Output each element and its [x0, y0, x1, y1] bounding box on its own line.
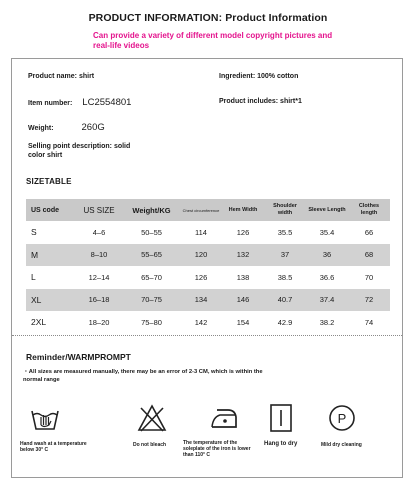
table-cell: 68: [348, 244, 390, 267]
table-row: [26, 266, 390, 289]
col-weight: Weight/KG: [123, 199, 180, 221]
table-cell: XL: [26, 289, 75, 312]
table-cell: 126: [236, 227, 250, 237]
size-table: [26, 199, 390, 334]
col-shoulder-width: Shoulder width: [264, 199, 306, 221]
table-cell: 134: [180, 289, 222, 312]
table-cell: 36.6: [319, 272, 335, 282]
table-cell: 154: [236, 317, 250, 327]
hang-dry-icon: [268, 403, 294, 433]
table-cell: 16–18: [75, 289, 123, 312]
no-bleach-icon: [136, 403, 168, 433]
care-label-iron: The temperature of the soleplate of the iron is lower than 110° C: [183, 440, 251, 458]
table-cell: 35.4: [319, 227, 335, 237]
table-cell: M: [26, 244, 75, 267]
col-hem-width: Hem Width: [222, 199, 264, 221]
table-cell: 4–6: [92, 227, 106, 237]
table-cell: 146: [222, 289, 264, 312]
table-row: [26, 311, 390, 334]
product-info-panel: [11, 58, 403, 478]
table-cell: 142: [194, 317, 208, 327]
iron-low-temp-icon: [208, 405, 240, 431]
weight-value: 260G: [81, 122, 105, 133]
table-cell: 70–75: [123, 289, 180, 312]
col-sleeve-length: Sleeve Length: [306, 199, 348, 221]
col-chest: Chest circumference: [180, 199, 222, 221]
table-cell: 132: [222, 244, 264, 267]
table-cell: 12–14: [88, 272, 110, 282]
care-label-hang-dry: Hang to dry: [264, 441, 298, 447]
selling-point: Selling point description: solid color shirt: [28, 143, 131, 159]
table-cell: S: [31, 227, 37, 238]
table-row: [26, 244, 390, 267]
col-us-code: US code: [26, 199, 75, 221]
product-includes: Product includes: shirt*1: [219, 98, 302, 105]
ingredient: Ingredient: 100% cotton: [219, 73, 299, 80]
table-cell: 40.7: [264, 289, 306, 312]
col-us-size: US SIZE: [75, 199, 123, 221]
table-cell: 18–20: [88, 317, 110, 327]
table-cell: 2XL: [31, 317, 47, 328]
table-cell: 72: [348, 289, 390, 312]
copyright-notice: Can provide a variety of different model copyright pictures and real-life videos: [93, 31, 333, 50]
table-cell: 8–10: [75, 244, 123, 267]
table-cell: 114: [195, 227, 207, 237]
table-cell: 38.5: [277, 272, 293, 282]
table-cell: 37: [264, 244, 306, 267]
reminder-text: ・All sizes are measured manually, there may be an error of 2-3 CM, which is within the normal range: [23, 369, 263, 383]
table-cell: 126: [194, 272, 208, 282]
size-table-header: [26, 199, 390, 221]
table-cell: 50–55: [141, 227, 162, 237]
item-number-label: Item number:: [28, 100, 73, 107]
table-cell: 120: [180, 244, 222, 267]
table-cell: 66: [364, 227, 374, 237]
table-cell: 138: [236, 272, 250, 282]
table-cell: 37.4: [306, 289, 348, 312]
page-title: PRODUCT INFORMATION: Product Information: [88, 12, 328, 24]
table-cell: 70: [364, 272, 374, 282]
hand-wash-icon: [30, 403, 60, 433]
product-name: Product name: shirt: [28, 73, 95, 80]
table-cell: 55–65: [123, 244, 180, 267]
table-row: [26, 221, 390, 244]
item-number-value: LC2554801: [82, 97, 132, 108]
table-cell: 42.9: [277, 317, 293, 327]
table-cell: 75–80: [141, 317, 162, 327]
svg-text:P: P: [337, 411, 347, 426]
table-cell: 65–70: [141, 272, 162, 282]
section-divider: [12, 335, 402, 336]
col-clothes-length: Clothes length: [348, 199, 390, 221]
care-label-no-bleach: Do not bleach: [133, 442, 167, 448]
table-row: [26, 289, 390, 312]
item-number: [28, 97, 131, 108]
size-table-title: SIZETABLE: [26, 177, 72, 186]
weight: [28, 122, 105, 133]
table-cell: 36: [306, 244, 348, 267]
reminder-title: Reminder/WARMPROMPT: [26, 352, 131, 362]
table-cell: L: [31, 272, 36, 283]
table-cell: 74: [364, 317, 374, 327]
weight-label: Weight:: [28, 125, 54, 132]
care-label-dry-clean: Mild dry cleaning: [321, 442, 362, 448]
table-cell: 38.2: [319, 317, 335, 327]
dry-clean-icon: [327, 403, 357, 433]
table-cell: 35.5: [277, 227, 293, 237]
care-label-hand-wash: Hand wash at a temperature below 30° C: [20, 441, 87, 453]
